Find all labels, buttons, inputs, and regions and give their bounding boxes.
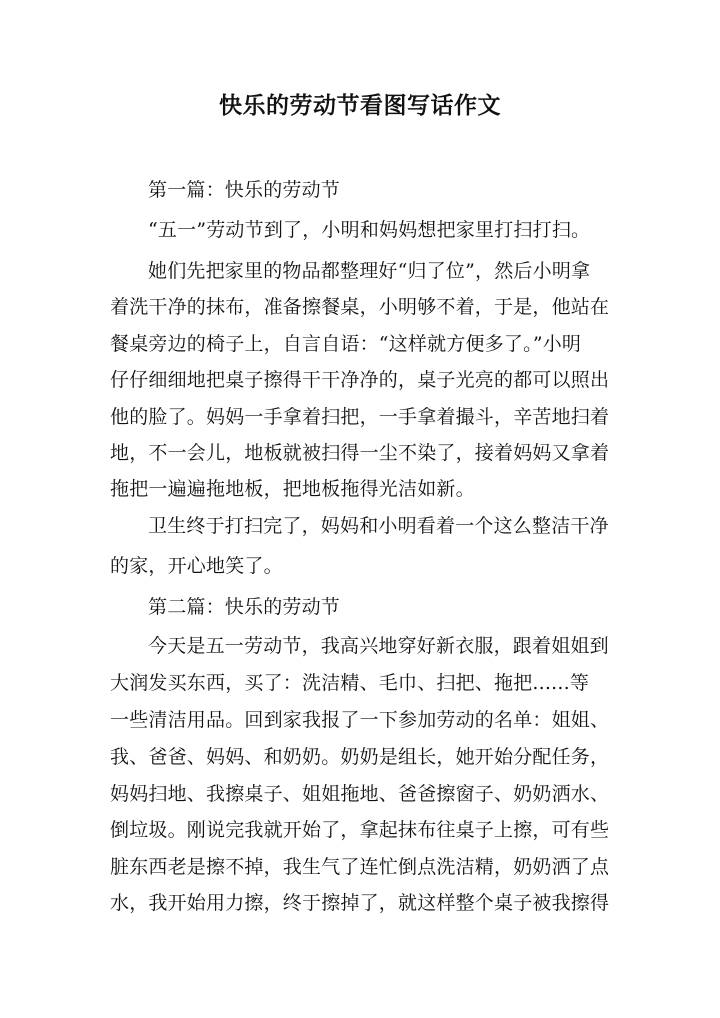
- paragraph-line: 大润发买东西，买了：洗洁精、毛巾、扫把、拖把......等: [110, 672, 590, 694]
- paragraph-line: 地，不一会儿，地板就被扫得一尘不染了，接着妈妈又拿着: [110, 442, 610, 464]
- paragraph-line: 她们先把家里的物品都整理好“归了位”，然后小明拿: [148, 260, 591, 282]
- paragraph-line: 餐桌旁边的椅子上，自言自语：“这样就方便多了。”小明: [110, 333, 582, 355]
- paragraph-line: 水，我开始用力擦，终于擦掉了，就这样整个桌子被我擦得: [110, 892, 610, 914]
- paragraph-line: 今天是五一劳动节，我高兴地穿好新衣服，跟着姐姐到: [148, 635, 609, 657]
- paragraph-line: 卫生终于打扫完了，妈妈和小明看着一个这么整洁干净: [148, 515, 609, 537]
- paragraph-line: 他的脸了。妈妈一手拿着扫把，一手拿着撮斗，辛苦地扫着: [110, 406, 610, 428]
- document-title: 快乐的劳动节看图写话作文: [219, 93, 501, 119]
- paragraph-line: 拖把一遍遍拖地板，把地板拖得光洁如新。: [110, 478, 475, 500]
- paragraph-line: 我、爸爸、妈妈、和奶奶。奶奶是组长，她开始分配任务，: [110, 746, 610, 768]
- paragraph-line: 一些清洁用品。回到家我报了一下参加劳动的名单：姐姐、: [110, 709, 610, 731]
- paragraph-line: “五一”劳动节到了，小明和妈妈想把家里打扫打扫。: [148, 219, 591, 241]
- paragraph-line: 仔仔细细地把桌子擦得干干净净的，桌子光亮的都可以照出: [110, 369, 610, 391]
- section-heading-1: 第一篇：快乐的劳动节: [148, 179, 341, 201]
- paragraph-line: 着洗干净的抹布，准备擦餐桌，小明够不着，于是，他站在: [110, 296, 610, 318]
- paragraph-line: 倒垃圾。刚说完我就开始了，拿起抹布往桌子上擦，可有些: [110, 819, 610, 841]
- paragraph-line: 妈妈扫地、我擦桌子、姐姐拖地、爸爸擦窗子、奶奶洒水、: [110, 783, 610, 805]
- paragraph-line: 脏东西老是擦不掉，我生气了连忙倒点洗洁精，奶奶洒了点: [110, 856, 610, 878]
- section-heading-2: 第二篇：快乐的劳动节: [148, 596, 341, 618]
- paragraph-line: 的家，开心地笑了。: [110, 555, 283, 577]
